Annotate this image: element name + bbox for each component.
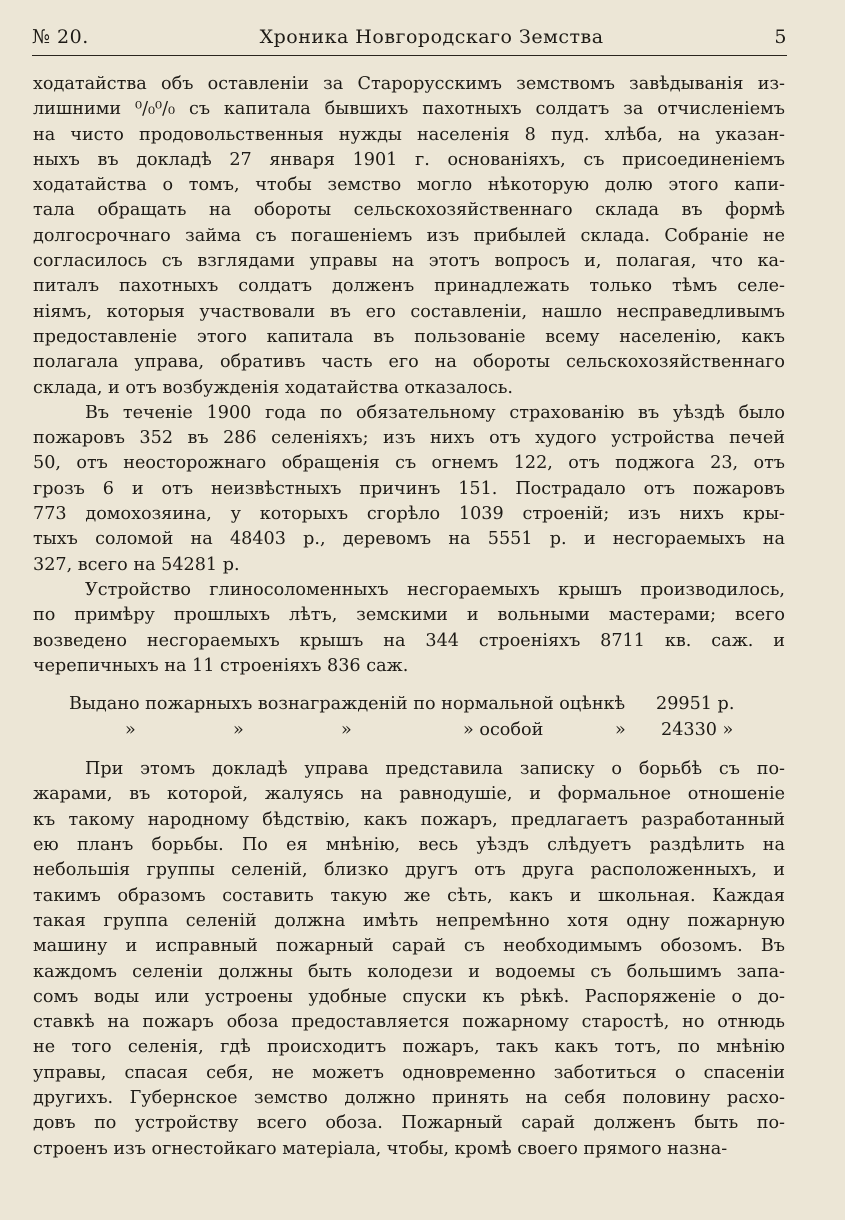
text-line: питалъ пахотныхъ солдатъ долженъ принадлежать только тѣмъ селе- (33, 276, 785, 297)
table-row-label: Выдано пожарныхъ вознагражденій по нормальной оцѣнкѣ (69, 694, 626, 715)
text-line: При этомъ докладѣ управа представила записку о борьбѣ съ по- (85, 759, 785, 780)
text-line: предоставленіе этого капитала въ пользованіе всему населенію, какъ (33, 326, 785, 347)
text-line: другихъ. Губернское земство должно принять на себя половину расхо- (33, 1087, 785, 1108)
document-body (33, 72, 785, 1162)
text-line: на чисто продовольственныя нужды населенія 8 пуд. хлѣба, на указан- (33, 124, 785, 145)
text-line: 50, отъ неосторожнаго обращенія съ огнемъ 122, отъ поджога 23, отъ (33, 453, 785, 474)
text-section-2 (33, 757, 785, 1162)
text-line: тыхъ соломой на 48403 р., деревомъ на 5551 р. и несгораемыхъ на (33, 529, 785, 550)
text-line: пожаровъ 352 въ 286 селеніяхъ; изъ нихъ отъ худого устройства печей (33, 428, 785, 449)
text-line: сомъ воды или устроены удобные спуски къ рѣкѣ. Распоряженіе о до- (33, 986, 785, 1007)
text-line: согласилось съ взглядами управы на этотъ вопросъ и, полагая, что ка- (33, 251, 785, 272)
text-line: небольшія группы селеній, близко другъ отъ друга расположенныхъ, и (33, 860, 785, 881)
text-line: ставкѣ на пожаръ обоза предоставляется пожарному старостѣ, но отнюдь (33, 1012, 785, 1033)
text-line: къ такому народному бѣдствію, какъ пожаръ, предлагаетъ разработанный (33, 809, 785, 830)
table-row (33, 691, 785, 717)
text-line: не того селенія, гдѣ происходитъ пожаръ, такъ какъ тотъ, по мнѣнію (33, 1037, 785, 1058)
text-line: довъ по устройству всего обоза. Пожарный сарай долженъ быть по- (33, 1113, 785, 1134)
issue-number: № 20. (32, 26, 89, 48)
table-row-label: » особой (463, 720, 544, 741)
text-line: строенъ изъ огнестойкаго матеріала, чтобы, кромѣ своего прямого назна- (33, 1138, 728, 1159)
text-line: тала обращать на обороты сельскохозяйственнаго склада въ формѣ (33, 200, 785, 221)
journal-title: Хроника Новгородскаго Земства (259, 26, 604, 48)
text-line: ходатайства о томъ, чтобы земство могло нѣкоторую долю этого капи- (33, 175, 785, 196)
ditto-mark: » (615, 720, 626, 741)
text-line: машину и исправный пожарный сарай съ необходимымъ обозомъ. Въ (33, 936, 785, 957)
running-header (32, 26, 787, 48)
text-line: ныхъ въ докладѣ 27 января 1901 г. основаніяхъ, съ присоединеніемъ (33, 149, 785, 170)
text-line: полагала управа, обративъ часть его на обороты сельскохозяйственнаго (33, 352, 785, 373)
table-row-amount: 24330 » (661, 720, 734, 741)
text-line: долгосрочнаго займа съ погашеніемъ изъ прибылей склада. Собраніе не (33, 225, 785, 246)
ditto-mark: » (341, 720, 352, 741)
text-line: грозъ 6 и отъ неизвѣстныхъ причинъ 151. Пострадало отъ пожаровъ (33, 478, 785, 499)
text-line: каждомъ селеніи должны быть колодези и водоемы съ большимъ запа- (33, 961, 785, 982)
table-row (33, 717, 785, 743)
text-line: такимъ образомъ составить такую же сѣть, какъ и школьная. Каждая (33, 885, 785, 906)
text-line: черепичныхъ на 11 строеніяхъ 836 саж. (33, 655, 409, 676)
header-rule (32, 55, 787, 56)
text-line: лишними ⁰/₀⁰/₀ съ капитала бывшихъ пахотныхъ солдатъ за отчисленіемъ (33, 99, 785, 120)
compensation-table (33, 691, 785, 743)
text-line: такая группа селеній должна имѣть непремѣнно хотя одну пожарную (33, 910, 785, 931)
text-line: ходатайства объ оставленіи за Старорусскимъ земствомъ завѣдыванія из- (33, 74, 785, 94)
text-line: склада, и отъ возбужденія ходатайства отказалось. (33, 377, 514, 398)
ditto-mark: » (233, 720, 244, 741)
ditto-mark: » (125, 720, 136, 741)
text-line: Устройство глиносоломенныхъ несгораемыхъ крышъ производилось, (85, 579, 785, 600)
text-line: 327, всего на 54281 р. (33, 554, 240, 575)
text-line: управы, спасая себя, не можетъ одновременно заботиться о спасеніи (33, 1062, 785, 1083)
table-row-amount: 29951 р. (656, 694, 735, 715)
text-line: 773 домохозяина, у которыхъ сгорѣло 1039 строеній; изъ нихъ кры- (33, 504, 785, 525)
text-line: жарами, въ которой, жалуясь на равнодушіе, и формальное отношеніе (33, 784, 785, 805)
text-section-1 (33, 72, 785, 679)
text-line: Въ теченіе 1900 года по обязательному страхованію въ уѣздѣ было (85, 402, 785, 423)
text-line: ею планъ борьбы. По ея мнѣнію, весь уѣздъ слѣдуетъ раздѣлить на (33, 835, 785, 856)
text-line: ніямъ, которыя участвовали въ его составленіи, нашло несправедливымъ (33, 301, 785, 322)
text-line: по примѣру прошлыхъ лѣтъ, земскими и вольными мастерами; всего (33, 605, 785, 626)
text-line: возведено несгораемыхъ крышъ на 344 строеніяхъ 8711 кв. саж. и (33, 630, 785, 651)
page-number: 5 (774, 26, 787, 48)
